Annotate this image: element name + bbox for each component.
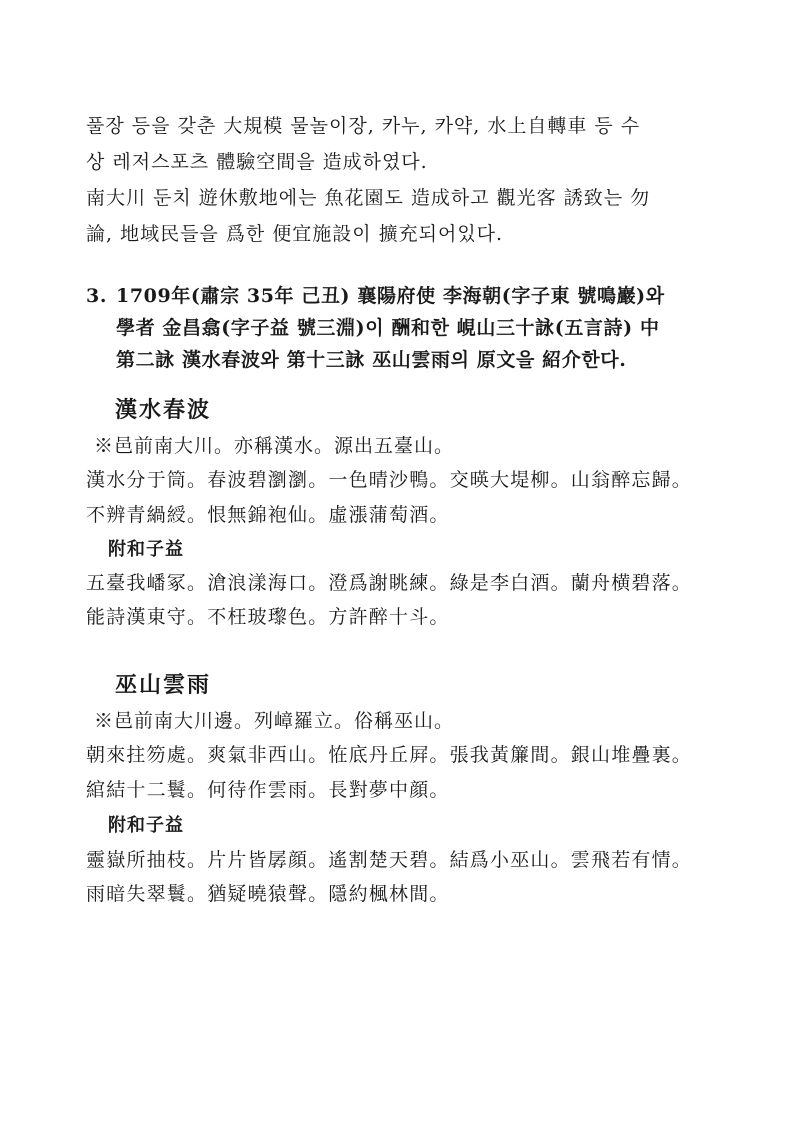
section-number: 3.	[86, 285, 108, 307]
poem-title: 漢水春波	[115, 397, 212, 423]
section-heading-line-1: 1709年(肅宗 35年 己丑) 襄陽府使 李海朝(字子東 號鳴巖)와	[116, 285, 665, 307]
reply-label: 附和子益	[108, 539, 184, 560]
poem-title: 巫山雲雨	[115, 672, 212, 698]
poem-line: 不辨青緺綬。恨無錦袍仙。虛漲蒲萄酒。	[86, 504, 450, 526]
poem-note: ※邑前南大川。亦稱漢水。源出五臺山。	[94, 435, 455, 457]
intro-line-4: 論, 地域民들을 爲한 便宜施設이 擴充되어있다.	[86, 223, 504, 245]
poem-line: 朝來拄笏處。爽氣非西山。恠底丹丘屛。張我黃簾間。銀山堆疊裏。	[86, 744, 693, 766]
reply-line: 雨暗失翠鬟。猶疑曉猿聲。隱約楓林間。	[86, 883, 450, 905]
section-heading-line-2: 學者 金昌翕(字子益 號三淵)이 酬和한 峴山三十詠(五言詩) 中	[116, 317, 660, 339]
poem-note: ※邑前南大川邊。列嶂羅立。俗稱巫山。	[94, 710, 455, 732]
poem-line: 綰結十二鬟。何待作雲雨。長對夢中顔。	[86, 779, 450, 801]
reply-line: 能詩漢東守。不枉玻瓈色。方許醉十斗。	[86, 606, 450, 628]
intro-line-3: 南大川 둔치 遊休敷地에는 魚花園도 造成하고 觀光客 誘致는 勿	[86, 187, 651, 209]
reply-line: 五臺我嶓冢。滄浪漾海口。澄爲謝眺練。綠是李白酒。蘭舟横碧落。	[86, 572, 693, 594]
poem-line: 漢水分于筒。春波碧瀏瀏。一色晴沙鴨。交暎大堤柳。山翁醉忘歸。	[86, 469, 693, 491]
intro-line-2: 상 레저스포츠 體驗空間을 造成하였다.	[86, 151, 428, 173]
reply-label: 附和子益	[108, 815, 184, 836]
section-heading-line-3: 第二詠 漢水春波와 第十三詠 巫山雲雨의 原文을 紹介한다.	[116, 349, 627, 371]
intro-line-1: 풀장 등을 갖춘 大規模 물놀이장, 카누, 카약, 水上自轉車 등 수	[86, 115, 641, 137]
reply-line: 靈嶽所抽枝。片片皆孱顔。遙割楚天碧。結爲小巫山。雲飛若有情。	[86, 849, 693, 871]
